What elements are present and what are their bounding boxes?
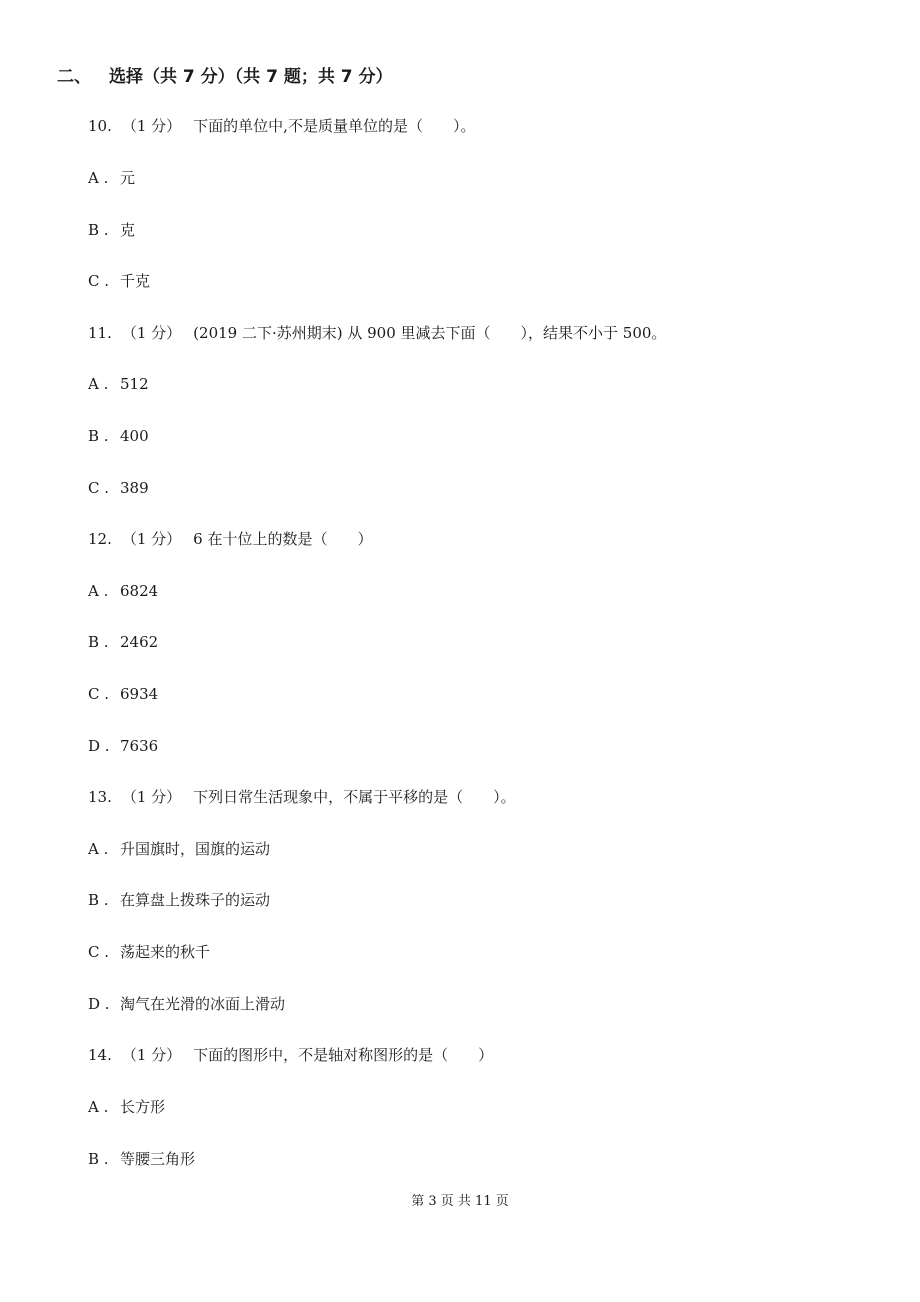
question-score: （1 分） — [121, 324, 182, 342]
question-number: 13. — [88, 788, 112, 806]
option-12-b[interactable] — [88, 632, 158, 652]
option-12-a[interactable] — [88, 581, 158, 601]
option-11-c[interactable] — [88, 478, 149, 498]
option-text: 元 — [120, 169, 136, 187]
option-text: 389 — [120, 479, 149, 497]
option-letter: B . — [88, 891, 109, 909]
option-letter: A . — [88, 840, 109, 858]
option-12-c[interactable] — [88, 684, 158, 704]
option-11-a[interactable] — [88, 374, 149, 394]
option-12-d[interactable] — [88, 736, 158, 756]
option-letter: B . — [88, 427, 109, 445]
option-13-b[interactable] — [88, 890, 270, 910]
option-text: 6934 — [120, 685, 159, 703]
option-text: 等腰三角形 — [120, 1150, 196, 1168]
option-letter: B . — [88, 633, 109, 651]
option-letter: C . — [88, 943, 110, 961]
option-11-b[interactable] — [88, 426, 149, 446]
question-11 — [88, 323, 666, 343]
section-title: 选择（共 7 分）（共 7 题；共 7 分） — [109, 67, 393, 87]
question-text: 下列日常生活现象中，不属于平移的是（ ）。 — [193, 788, 516, 806]
page-footer: 第 3 页 共 11 页 — [411, 1194, 509, 1209]
option-text: 长方形 — [120, 1098, 166, 1116]
section-number: 二、 — [57, 67, 91, 87]
option-text: 7636 — [120, 737, 159, 755]
option-letter: A . — [88, 582, 109, 600]
option-13-d[interactable] — [88, 994, 285, 1014]
option-text: 荡起来的秋千 — [120, 943, 211, 961]
question-number: 10. — [88, 117, 112, 135]
option-text: 克 — [120, 221, 136, 239]
option-14-b[interactable] — [88, 1149, 195, 1169]
option-13-c[interactable] — [88, 942, 210, 962]
question-number: 12. — [88, 530, 112, 548]
option-text: 6824 — [120, 582, 159, 600]
option-letter: C . — [88, 272, 110, 290]
question-number: 11. — [88, 324, 112, 342]
option-text: 在算盘上拨珠子的运动 — [120, 891, 271, 909]
question-14 — [88, 1045, 493, 1065]
option-text: 400 — [120, 427, 149, 445]
question-12 — [88, 529, 373, 549]
option-text: 2462 — [120, 633, 159, 651]
option-letter: D . — [88, 995, 110, 1013]
question-score: （1 分） — [121, 788, 182, 806]
question-13 — [88, 787, 516, 807]
option-text: 512 — [120, 375, 149, 393]
question-text: 下面的图形中，不是轴对称图形的是（ ） — [193, 1046, 494, 1064]
option-10-a[interactable] — [88, 168, 135, 188]
option-text: 淘气在光滑的冰面上滑动 — [120, 995, 286, 1013]
section-heading — [57, 62, 393, 87]
question-10 — [88, 116, 475, 136]
option-letter: B . — [88, 1150, 109, 1168]
question-text: 下面的单位中,不是质量单位的是（ ）。 — [193, 117, 476, 135]
option-letter: D . — [88, 737, 110, 755]
question-text: 6 在十位上的数是（ ） — [193, 530, 373, 548]
option-text: 千克 — [120, 272, 151, 290]
option-letter: C . — [88, 685, 110, 703]
option-letter: A . — [88, 1098, 109, 1116]
question-text: (2019 二下·苏州期末) 从 900 里减去下面（ ），结果不小于 500。 — [193, 324, 667, 342]
option-13-a[interactable] — [88, 839, 270, 859]
question-score: （1 分） — [121, 1046, 182, 1064]
option-letter: B . — [88, 221, 109, 239]
option-letter: A . — [88, 169, 109, 187]
option-10-b[interactable] — [88, 220, 135, 240]
option-text: 升国旗时，国旗的运动 — [120, 840, 271, 858]
option-letter: C . — [88, 479, 110, 497]
option-10-c[interactable] — [88, 271, 150, 291]
question-number: 14. — [88, 1046, 112, 1064]
option-letter: A . — [88, 375, 109, 393]
question-score: （1 分） — [121, 117, 182, 135]
option-14-a[interactable] — [88, 1097, 165, 1117]
question-score: （1 分） — [121, 530, 182, 548]
